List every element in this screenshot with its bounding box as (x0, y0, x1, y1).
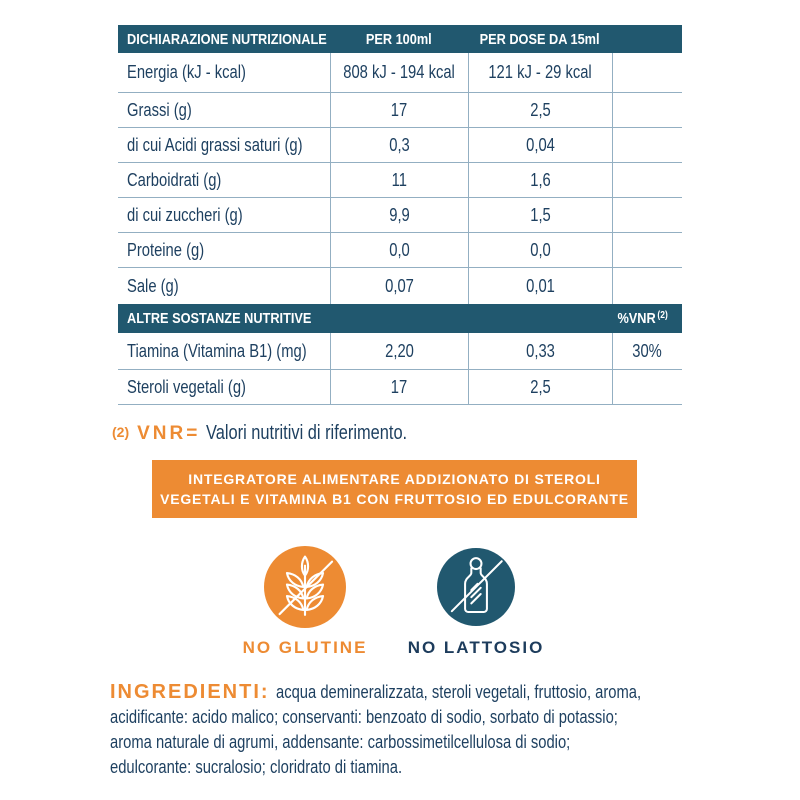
ingredients-line (110, 730, 750, 755)
table-cell (330, 268, 468, 304)
table-row (118, 93, 682, 128)
table-cell (468, 93, 612, 127)
ingredients-section (110, 680, 750, 780)
table-cell (612, 333, 682, 369)
row-label: Carboidrati (g) (127, 169, 222, 190)
banner-line: VEGETALI E VITAMINA B1 CON FRUTTOSIO ED EDULCORANTE (160, 491, 629, 507)
row-label: Proteine (g) (127, 239, 205, 260)
ingredients-line (110, 755, 750, 780)
table-cell (468, 370, 612, 404)
table-row (118, 268, 682, 304)
row-value-per-100ml: 0,0 (389, 239, 410, 260)
footnote-text: Valori nutritivi di riferimento. (206, 422, 408, 444)
table-cell (330, 333, 468, 369)
table-cell (612, 233, 682, 267)
no-gluten-label: NO GLUTINE (242, 638, 368, 657)
supplement-banner (152, 460, 637, 518)
row-value-per-100ml: 9,9 (389, 204, 410, 225)
no-lactose-badge (437, 548, 515, 626)
table-cell (118, 128, 330, 162)
table-cell (612, 268, 682, 304)
table-cell (468, 163, 612, 197)
table-cell (118, 163, 330, 197)
row-value-per-dose: 0,01 (526, 275, 555, 296)
header-title: DICHIARAZIONE NUTRIZIONALE (127, 30, 327, 48)
ingredients-line (110, 680, 750, 705)
ingredients-text: acqua demineralizzata, steroli vegetali, fruttosio, aroma, (275, 682, 641, 702)
table-cell (612, 128, 682, 162)
table-cell (118, 233, 330, 267)
header-per-dose: PER DOSE DA 15ml (480, 30, 600, 48)
row-value-per-dose: 2,5 (530, 99, 551, 120)
milk-bottle-crossed-icon (437, 548, 515, 626)
table-cell (612, 93, 682, 127)
row-value-per-dose: 1,6 (530, 169, 551, 190)
table-cell (612, 163, 682, 197)
row-label: Sale (g) (127, 275, 179, 296)
no-gluten-badge (264, 546, 346, 628)
banner-line: INTEGRATORE ALIMENTARE ADDIZIONATO DI STEROLI (188, 471, 601, 487)
section2-title: ALTRE SOSTANZE NUTRITIVE (127, 310, 312, 327)
table-row (118, 198, 682, 233)
table-cell (468, 233, 612, 267)
row-label: Tiamina (Vitamina B1) (mg) (127, 340, 307, 361)
row-value-per-dose: 0,04 (526, 134, 555, 155)
table-row (118, 233, 682, 268)
table-header (118, 25, 682, 53)
row-value-per-dose: 121 kJ - 29 kcal (488, 62, 593, 82)
table-cell (468, 53, 612, 92)
ingredients-label: INGREDIENTI: (110, 681, 270, 703)
no-lactose-label: NO LATTOSIO (407, 638, 545, 657)
table-cell (118, 333, 330, 369)
row-value-per-dose: 2,5 (530, 376, 551, 397)
table-cell (118, 53, 330, 92)
row-label: di cui zuccheri (g) (127, 204, 243, 225)
table-cell (118, 198, 330, 232)
table-section2-header (118, 304, 682, 333)
table-cell (468, 333, 612, 369)
row-label: di cui Acidi grassi saturi (g) (127, 134, 303, 155)
table-row (118, 53, 682, 93)
wheat-crossed-icon (264, 546, 346, 628)
ingredients-line (110, 705, 750, 730)
vnr-superscript: (2) (657, 310, 668, 321)
row-value-per-dose: 0,33 (526, 340, 555, 361)
row-label: Grassi (g) (127, 99, 192, 120)
table-cell (612, 370, 682, 404)
row-value-per-100ml: 808 kJ - 194 kcal (343, 62, 456, 82)
nutrition-table (118, 25, 682, 405)
row-value-per-100ml: 11 (391, 169, 408, 190)
row-label: Energia (kJ - kcal) (127, 62, 246, 82)
table-cell (118, 93, 330, 127)
header-per-100ml: PER 100ml (366, 30, 432, 48)
table-cell (330, 163, 468, 197)
table-cell (468, 268, 612, 304)
table-row (118, 128, 682, 163)
table-cell (330, 198, 468, 232)
table-cell (612, 53, 682, 92)
table-row (118, 333, 682, 370)
table-cell (468, 128, 612, 162)
row-value-per-100ml: 0,3 (389, 134, 410, 155)
row-value-per-100ml: 0,07 (385, 275, 414, 296)
vnr-footnote (112, 422, 452, 445)
section2-vnr-header: %VNR $^{(2)}$ (617, 310, 668, 327)
ingredients-text: aroma naturale di agrumi, addensante: carbossimetilcellulosa di sodio; (110, 732, 571, 752)
row-value-vnr: 30% (632, 340, 663, 361)
table-cell (330, 128, 468, 162)
table-cell (330, 233, 468, 267)
row-value-per-100ml: 17 (391, 376, 408, 397)
table-row (118, 370, 682, 405)
row-value-per-100ml: 17 (391, 99, 408, 120)
ingredients-text: acidificante: acido malico; conservanti: benzoato di sodio, sorbato di potassio; (110, 707, 618, 727)
table-cell (330, 53, 468, 92)
table-cell (330, 93, 468, 127)
ingredients-text: edulcorante: sucralosio; cloridrato di tiamina. (110, 757, 403, 777)
row-label: Steroli vegetali (g) (127, 376, 246, 397)
table-cell (330, 370, 468, 404)
row-value-per-dose: 1,5 (530, 204, 551, 225)
table-cell (468, 198, 612, 232)
table-cell (612, 198, 682, 232)
table-cell (118, 370, 330, 404)
footnote-abbr: VNR= (137, 423, 201, 444)
table-cell (118, 268, 330, 304)
table-row (118, 163, 682, 198)
row-value-per-100ml: 2,20 (385, 340, 414, 361)
row-value-per-dose: 0,0 (530, 239, 551, 260)
footnote-marker: (2) (112, 424, 130, 440)
